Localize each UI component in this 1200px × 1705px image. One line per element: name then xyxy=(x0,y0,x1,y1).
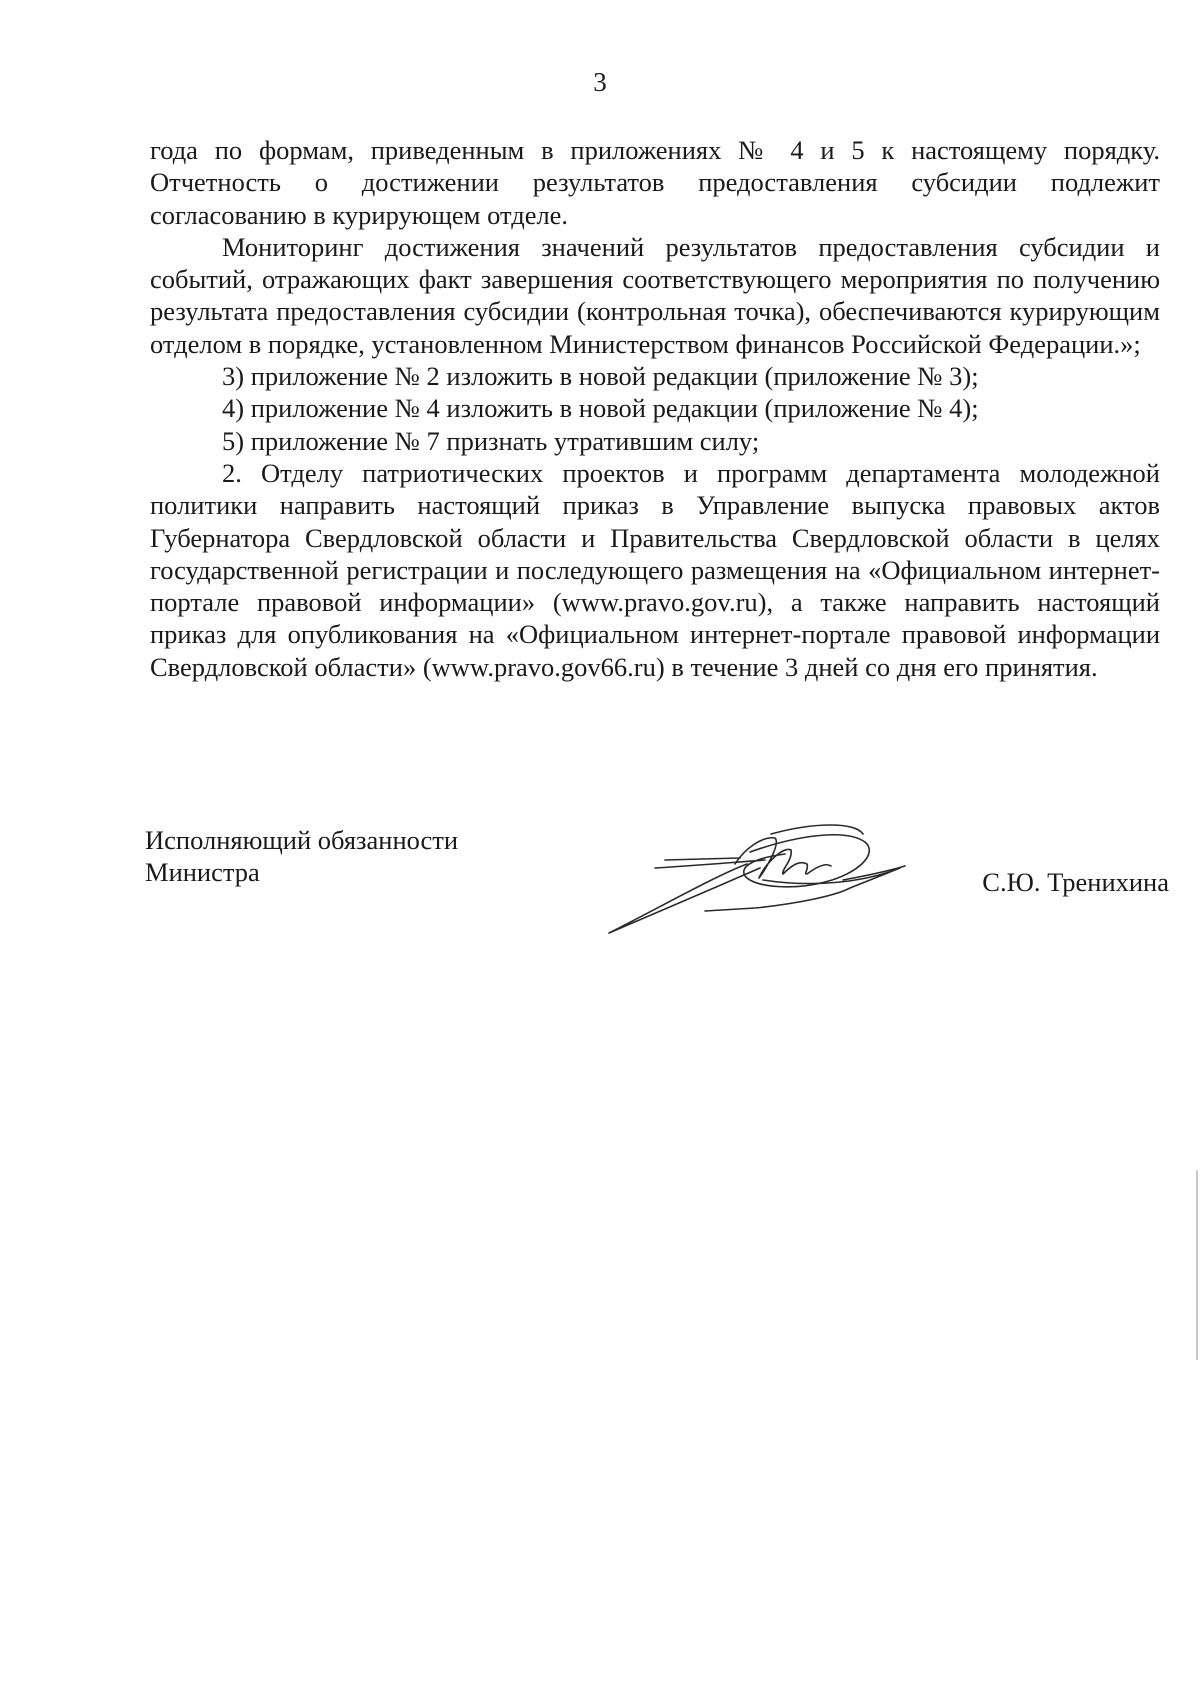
signer-name: С.Ю. Тренихина xyxy=(982,867,1169,897)
signer-position-line-1: Исполняющий обязанности xyxy=(145,825,459,855)
list-item-4: 4) приложение № 4 изложить в новой редакции (приложение № 4); xyxy=(222,393,979,424)
signer-position xyxy=(145,824,458,888)
signature-block xyxy=(145,824,1169,944)
paragraph-2: Мониторинг достижения значений результатов предоставления субсидии и событий, отражающих факт завершения соответствующего мероприятия по получению результата предоставления субсидии (контрольная точка), обеспечиваются курирующим отделом в порядке, установленном Министерством финансов Российской Федерации.»; xyxy=(150,231,1160,359)
paragraph-item-2: 2. Отделу патриотических проектов и программ департамента молодежной политики направить настоящий приказ в Управление выпуска правовых актов Губернатора Свердловской области и Правительства Свердловской области в целях государственной регистрации и последующего размещения на «Официальном интернет-портале правовой информации» (www.pravo.gov.ru), а также направить настоящий приказ для опубликования на «Официальном интернет-портале правовой информации Свердловской области» (www.pravo.gov66.ru) в течение 3 дней со дня его принятия. xyxy=(150,457,1160,682)
page-number: 3 xyxy=(593,67,607,97)
list-item-3: 3) приложение № 2 изложить в новой редакции (приложение № 3); xyxy=(222,361,979,392)
signer-position-line-2: Министра xyxy=(145,857,260,887)
document-body xyxy=(150,134,1160,683)
paragraph-1: года по формам, приведенным в приложениях № 4 и 5 к настоящему порядку. Отчетность о достижении результатов предоставления субсидии подлежит согласованию в курирующем отделе. xyxy=(150,135,1160,230)
scan-edge-mark xyxy=(1196,1170,1198,1360)
handwritten-signature xyxy=(595,818,1015,938)
list-item-5: 5) приложение № 7 признать утратившим силу; xyxy=(222,425,760,456)
